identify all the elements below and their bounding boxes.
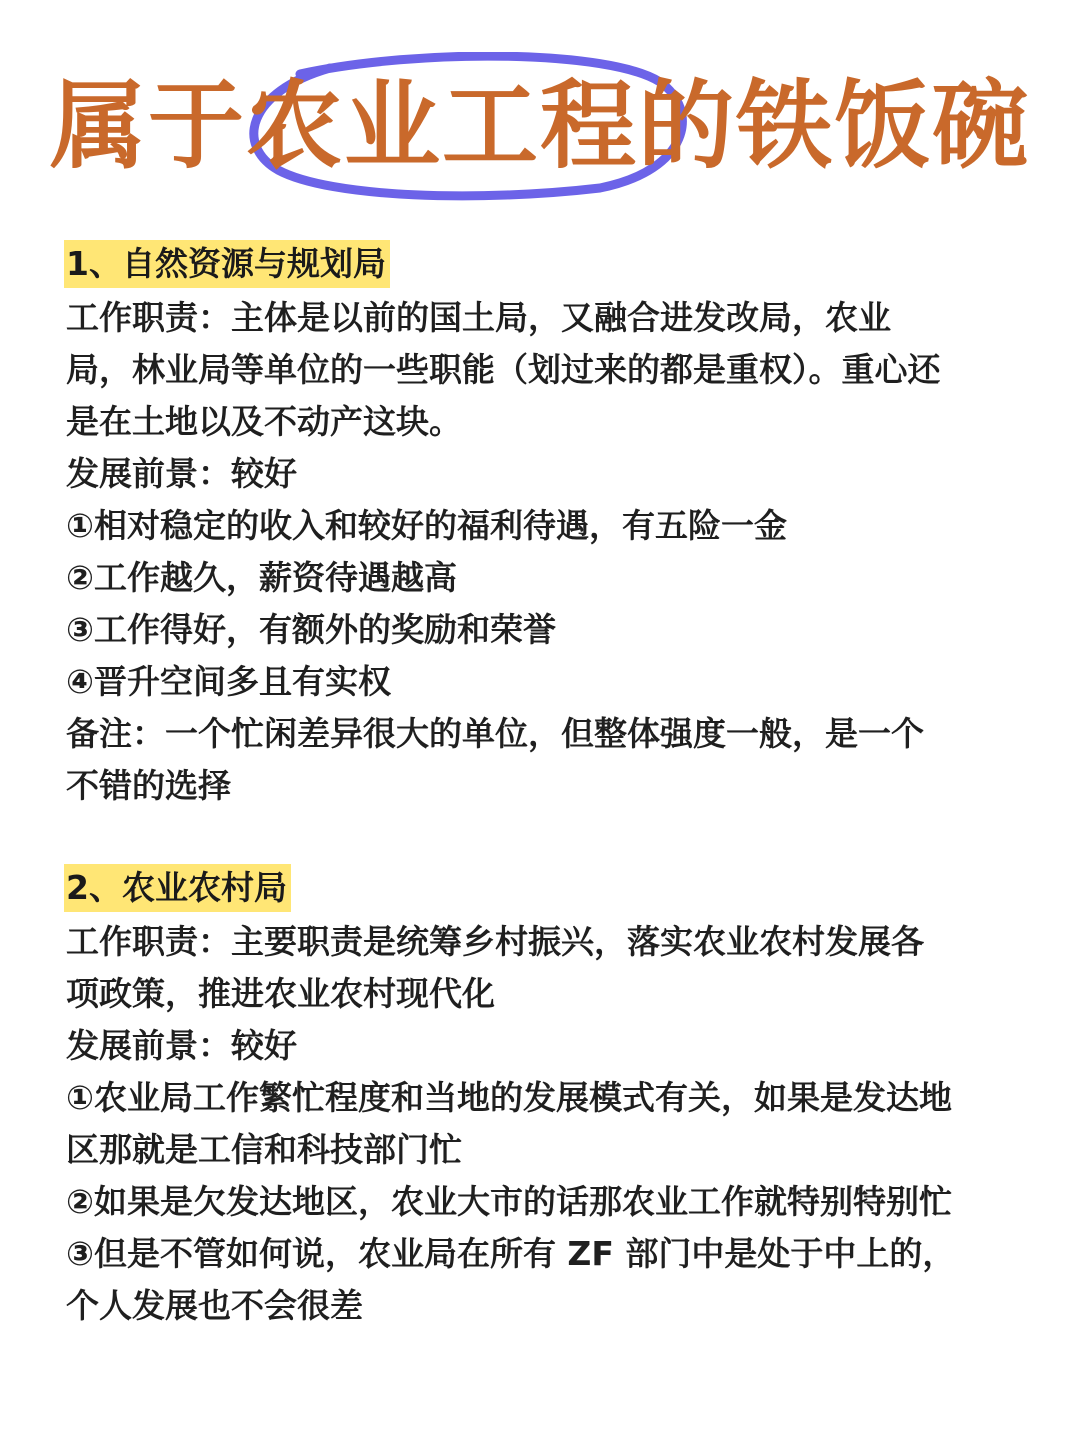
title-banner [0,52,1080,202]
list-item: ③工作得好，有额外的奖励和荣誉 [66,610,556,649]
page-title: 属于农业工程的铁饭碗 [50,70,1030,182]
section-heading: 1、自然资源与规划局 [64,240,390,288]
note-text: 备注：一个忙闲差异很大的单位，但整体强度一般，是一个不错的选择 [66,714,924,805]
duty-text: 工作职责：主体是以前的国土局，又融合进发改局，农业局，林业局等单位的一些职能（划过来的都是重权）。重心还是在土地以及不动产这块。 [66,298,941,441]
list-item: ④晋升空间多且有实权 [66,662,391,701]
prospect-text: 发展前景：较好 [66,454,297,493]
list-item: ①农业局工作繁忙程度和当地的发展模式有关，如果是发达地区那就是工信和科技部门忙 [66,1078,952,1169]
list-item: ③但是不管如何说，农业局在所有 ZF 部门中是处于中上的，个人发展也不会很差 [66,1234,956,1325]
section-heading: 2、农业农村局 [64,864,291,912]
list-item: ②工作越久，薪资待遇越高 [66,558,457,597]
article-body [66,240,956,1332]
duty-text: 工作职责：主要职责是统筹乡村振兴，落实农业农村发展各项政策，推进农业农村现代化 [66,922,924,1013]
section-agriculture-rural [66,864,956,1332]
list-item: ②如果是欠发达地区，农业大市的话那农业工作就特别特别忙 [66,1182,952,1221]
prospect-text: 发展前景：较好 [66,1026,297,1065]
list-item: ①相对稳定的收入和较好的福利待遇，有五险一金 [66,506,787,545]
section-natural-resources [66,240,956,812]
